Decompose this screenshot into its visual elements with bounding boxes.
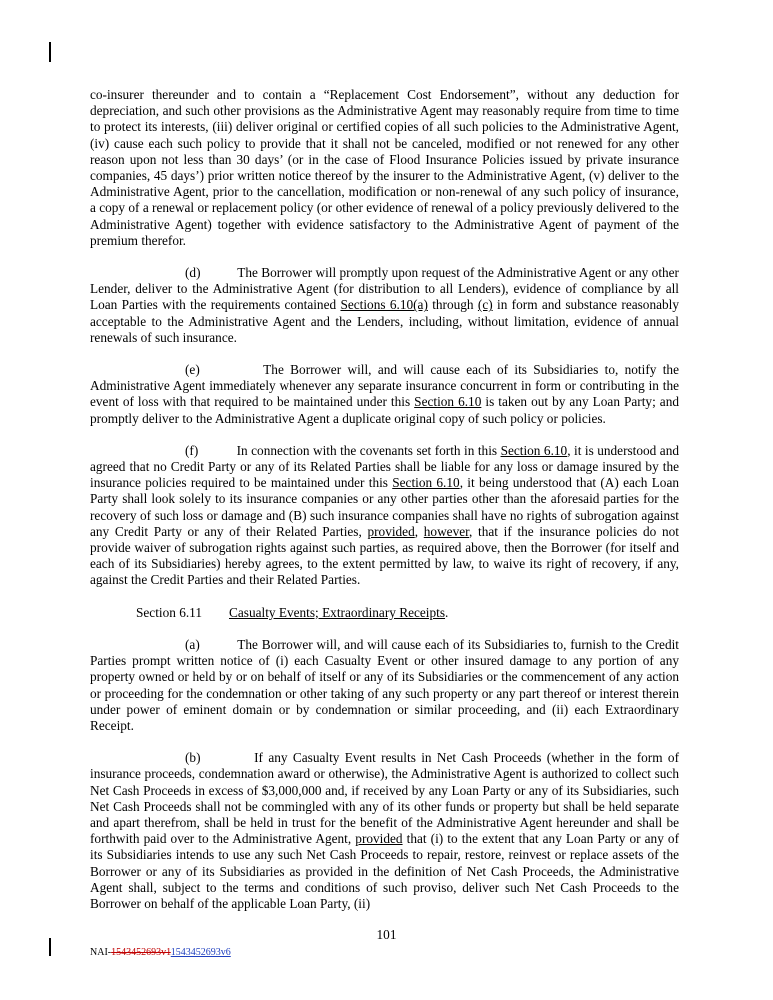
paragraph-text: , — [414, 523, 424, 539]
paragraph-label: (d) — [185, 265, 201, 281]
paragraph-text: , it being understood that (A) each Loan Party shall look solely to its insurance companies or any other parties other than the aforesaid parties for the recovery of such loss or damage and (B) such insurance companies shall have no rights of subrogation against any Credit Party or any of their Related Parties, — [90, 475, 680, 539]
document-id-prefix: NAI- — [90, 947, 112, 958]
section-reference: Section 6.10 — [414, 394, 482, 410]
section-heading — [90, 605, 679, 621]
paragraph-text: through — [427, 297, 478, 313]
section-number: Section 6.11 — [136, 604, 202, 620]
proviso-term: provided — [355, 831, 403, 847]
paragraph-e — [90, 362, 679, 427]
paragraph-text: , that if the insurance policies do not provide waiver of subrogation rights against such parties, as required above, then the Borrower (for itself and each of its Subsidiaries) hereby agrees, to the extent permitted by law, to waive its right of recovery, if any, against the Credit Parties and their Related Parties. — [90, 523, 679, 588]
change-bar-top — [49, 42, 51, 62]
paragraph-text: If any Casualty Event results in Net Cash Proceeds (whether in the form of insurance proceeds, condemnation award or otherwise), the Administrative Agent is authorized to collect such Net Cash Proceeds in excess of $3,000,000 and, if received by any Loan Party or any of its Subsidiaries, such Net Cash Proceeds shall not be commingled with any of its other funds or property but shall be held separate and apart therefrom, shall be held in trust for the benefit of the Administrative Agent hereunder and shall be forthwith paid over to the Administrative Agent, — [90, 750, 679, 847]
section-title: Casualty Events; Extraordinary Receipts — [229, 604, 446, 620]
paragraph-f — [90, 443, 679, 589]
paragraph-text: is taken out by any Loan Party; and promptly deliver to the Administrative Agent a duplicate original copy of such policy or policies. — [90, 394, 679, 426]
proviso-term: however — [423, 523, 470, 539]
inserted-revision-id: 1543452693v6 — [170, 947, 231, 958]
section-reference: Sections 6.10(a) — [340, 297, 428, 313]
paragraph-text: that (i) to the extent that any Loan Party or any of its Subsidiaries intends to use any such Net Cash Proceeds to repair, restore, reinvest or replace assets of the Borrower or any of its Subsidiaries as provided in the definition of Net Cash Proceeds, the Administrative Agent shall, subject to the terms and conditions of such proviso, deliver such Net Cash Proceeds to the Borrower on behalf of the applicable Loan Party, (ii) — [90, 831, 680, 911]
paragraph-text: The Borrower will promptly upon request of the Administrative Agent or any other Lender, deliver to the Administrative Agent (for distribution to all Lenders), evidence of compliance by all Loan Parties with the requirements contained — [90, 265, 679, 313]
page-number: 101 — [376, 927, 397, 942]
section-title-period: . — [445, 604, 449, 620]
document-body — [90, 87, 679, 912]
section-reference: Section 6.10 — [500, 442, 568, 458]
paragraph-text: In connection with the covenants set forth in this — [236, 442, 501, 458]
paragraph-label: (a) — [185, 636, 200, 652]
paragraph-text: in form and substance reasonably acceptable to the Administrative Agent and the Lenders, including, without limitation, evidence of annual renewals of such insurance. — [90, 297, 679, 345]
paragraph-text: The Borrower will, and will cause each of its Subsidiaries to, notify the Administrative Agent immediately whenever any separate insurance concurrent in form or contributing in the event of loss with that required to be maintained under this — [90, 362, 679, 410]
deleted-revision-id: 1543452693v1 — [111, 947, 171, 958]
section-reference: (c) — [477, 297, 493, 313]
paragraph-a — [90, 637, 679, 734]
paragraph-label: (e) — [185, 362, 200, 378]
paragraph-d — [90, 265, 679, 346]
paragraph-b — [90, 750, 679, 912]
document-id — [90, 947, 231, 958]
paragraph-label: (b) — [185, 750, 201, 766]
paragraph-continued: co-insurer thereunder and to contain a “Replacement Cost Endorsement”, without any deduction for depreciation, and such other provisions as the Administrative Agent may reasonably require from time to time to protect its interests, (iii) deliver original or certified copies of all such policies to the Administrative Agent, (iv) cause each such policy to provide that it shall not be canceled, modified or not renewed for any other reason upon not less than 30 days’ (or in the case of Flood Insurance Policies issued by private insurance companies, 45 days’) prior written notice thereof by the insurer to the Administrative Agent, (v) deliver to the Administrative Agent, prior to the cancellation, modification or non-renewal of any such policy of insurance, a copy of a renewal or replacement policy (or other evidence of renewal of a policy previously delivered to the Administrative Agent) together with evidence satisfactory to the Administrative Agent of payment of the premium therefor. — [90, 87, 679, 248]
section-reference: Section 6.10 — [392, 475, 460, 491]
paragraph-label: (f) — [185, 442, 199, 458]
proviso-term: provided — [367, 523, 415, 539]
paragraph-text: The Borrower will, and will cause each of its Subsidiaries to, furnish to the Credit Parties prompt written notice of (i) each Casualty Event or other insured damage to any portion of any property owned or held by or on behalf of itself or any of its Subsidiaries or the commencement of any action or proceeding for the condemnation or other taking of any such property or any part thereof or interest therein under power of eminent domain or by condemnation or similar proceeding, and (ii) each Extraordinary Receipt. — [90, 636, 679, 733]
paragraph-text: , it is understood and agreed that no Credit Party or any of its Related Parties shall be liable for any loss or damage insured by the insurance policies required to be maintained under this — [90, 442, 679, 491]
